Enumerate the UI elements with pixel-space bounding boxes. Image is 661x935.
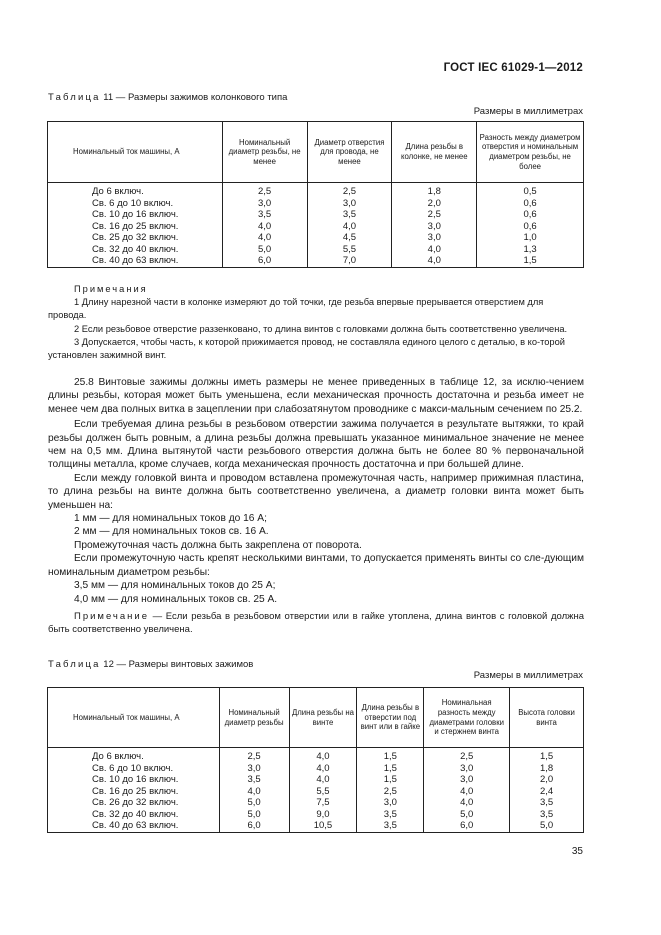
row-label-cell: Св. 26 до 32 включ. bbox=[48, 797, 220, 809]
table-row bbox=[48, 209, 584, 221]
value-cell: 4,0 bbox=[424, 797, 510, 809]
paragraph: Если требуемая длина резьбы в резьбовом отверстии зажима получается в результате вытяжки, то край резьбы должен быть ровным, а длина резьбы должна превышать указанное минимальное значение не менее чем на 0,5 мм. Длина вытянутой части резьбового отверстия должна быть не более 80 % первоначальной толщины металла, кроме случаев, когда механическая прочность достаточна и при большей длине. bbox=[48, 419, 584, 471]
table12-header-cell: Номинальный ток машины, А bbox=[48, 688, 220, 748]
notes-title: Примечания bbox=[74, 284, 148, 294]
row-label-cell: Св. 6 до 10 включ. bbox=[48, 198, 223, 210]
value-cell: 7,5 bbox=[289, 797, 357, 809]
value-cell: 3,0 bbox=[392, 221, 477, 233]
row-label-cell: До 6 включ. bbox=[48, 183, 223, 198]
value-cell: 2,5 bbox=[219, 748, 289, 763]
value-cell: 6,0 bbox=[222, 255, 307, 267]
row-label-cell: Св. 10 до 16 включ. bbox=[48, 774, 220, 786]
table-row bbox=[48, 797, 584, 809]
table-row bbox=[48, 820, 584, 832]
table12-caption-text: 12 — Размеры винтовых зажимов bbox=[103, 659, 254, 670]
table12-header-cell: Длина резьбы в отверстии под винт или в гайке bbox=[357, 688, 424, 748]
table12-header-cell: Длина резьбы на винте bbox=[289, 688, 357, 748]
paragraph: 3,5 мм — для номинальных токов до 25 А; bbox=[74, 580, 276, 592]
value-cell: 4,0 bbox=[392, 244, 477, 256]
value-cell: 1,8 bbox=[392, 183, 477, 198]
row-label-cell: Св. 32 до 40 включ. bbox=[48, 809, 220, 821]
value-cell: 4,0 bbox=[222, 232, 307, 244]
note-item: 3 Допускается, чтобы часть, к которой прижимается провод, не составляла единого целого с деталью, в ко-торой установлен зажимной винт. bbox=[48, 336, 565, 361]
table12 bbox=[47, 687, 584, 833]
value-cell: 3,5 bbox=[222, 209, 307, 221]
table12-header-cell: Номинальный диаметр резьбы bbox=[219, 688, 289, 748]
value-cell: 3,0 bbox=[357, 797, 424, 809]
value-cell: 5,5 bbox=[289, 786, 357, 798]
notes-block bbox=[48, 283, 584, 362]
value-cell: 2,5 bbox=[222, 183, 307, 198]
value-cell: 3,5 bbox=[307, 209, 392, 221]
value-cell: 2,4 bbox=[510, 786, 584, 798]
body-note-text: — Если резьба в резьбовом отверстии или в гайке утоплена, длина винтов с головкой должна быть соответственно увеличена. bbox=[48, 610, 584, 636]
table-row bbox=[48, 232, 584, 244]
value-cell: 1,5 bbox=[357, 748, 424, 763]
table11-header-cell: Номинальный диаметр резьбы, не менее bbox=[222, 122, 307, 183]
page-number: 35 bbox=[571, 846, 583, 857]
value-cell: 2,5 bbox=[424, 748, 510, 763]
value-cell: 5,0 bbox=[219, 797, 289, 809]
table11-caption bbox=[48, 92, 287, 103]
table12-header-row bbox=[48, 688, 584, 748]
row-label-cell: Св. 32 до 40 включ. bbox=[48, 244, 223, 256]
value-cell: 4,5 bbox=[307, 232, 392, 244]
value-cell: 3,5 bbox=[357, 820, 424, 832]
value-cell: 3,0 bbox=[307, 198, 392, 210]
value-cell: 1,5 bbox=[510, 748, 584, 763]
row-label-cell: До 6 включ. bbox=[48, 748, 220, 763]
value-cell: 3,0 bbox=[424, 763, 510, 775]
value-cell: 9,0 bbox=[289, 809, 357, 821]
body-note-word: Примечание bbox=[74, 610, 149, 622]
row-label-cell: Св. 16 до 25 включ. bbox=[48, 786, 220, 798]
table11-caption-text: 11 — Размеры зажимов колонкового типа bbox=[103, 92, 288, 103]
note-item: 2 Если резьбовое отверстие раззенковано, то длина винтов с головками должна быть соответственно увеличена. bbox=[74, 323, 568, 334]
paragraph: 2 мм — для номинальных токов св. 16 А. bbox=[74, 526, 269, 538]
value-cell: 7,0 bbox=[307, 255, 392, 267]
table-row bbox=[48, 786, 584, 798]
value-cell: 4,0 bbox=[392, 255, 477, 267]
note-item: 1 Длину нарезной части в колонке измеряют до той точки, где резьба впервые прерывается отверстием для провода. bbox=[48, 297, 544, 321]
table12-header-cell: Номинальная разность между диаметрами головки и стержнем винта bbox=[424, 688, 510, 748]
value-cell: 3,5 bbox=[510, 809, 584, 821]
table11-caption-word: Таблица bbox=[48, 92, 101, 103]
value-cell: 1,5 bbox=[357, 763, 424, 775]
table-row bbox=[48, 774, 584, 786]
table-row bbox=[48, 221, 584, 233]
row-label-cell: Св. 40 до 63 включ. bbox=[48, 820, 220, 832]
value-cell: 5,0 bbox=[424, 809, 510, 821]
value-cell: 2,5 bbox=[307, 183, 392, 198]
value-cell: 5,5 bbox=[307, 244, 392, 256]
value-cell: 2,5 bbox=[392, 209, 477, 221]
table12-caption bbox=[48, 659, 253, 670]
value-cell: 4,0 bbox=[307, 221, 392, 233]
paragraph: 1 мм — для номинальных токов до 16 А; bbox=[74, 513, 267, 525]
paragraph: 25.8 Винтовые зажимы должны иметь размеры не менее приведенных в таблице 12, за исклю-чением длины резьбы, которая может быть уменьшена, если механическая прочность достаточна и резьба имеет не менее чем два полных витка в зацеплении при слабозатянутом проводнике с макси-мальным сечением по 25.2. bbox=[48, 377, 584, 415]
value-cell: 4,0 bbox=[289, 774, 357, 786]
value-cell: 3,5 bbox=[357, 809, 424, 821]
value-cell: 6,0 bbox=[219, 820, 289, 832]
value-cell: 5,0 bbox=[219, 809, 289, 821]
value-cell: 3,0 bbox=[424, 774, 510, 786]
value-cell: 4,0 bbox=[219, 786, 289, 798]
value-cell: 4,0 bbox=[289, 763, 357, 775]
table-row bbox=[48, 255, 584, 267]
value-cell: 2,0 bbox=[510, 774, 584, 786]
table11-header-cell: Диаметр отверстия для провода, не менее bbox=[307, 122, 392, 183]
table11-header-cell: Номинальный ток машины, А bbox=[48, 122, 223, 183]
value-cell: 0,5 bbox=[477, 183, 584, 198]
value-cell: 5,0 bbox=[222, 244, 307, 256]
value-cell: 3,0 bbox=[219, 763, 289, 775]
body-note bbox=[48, 610, 584, 637]
table11 bbox=[47, 121, 584, 268]
table12-caption-word: Таблица bbox=[48, 659, 101, 670]
table12-header-cell: Высота головки винта bbox=[510, 688, 584, 748]
value-cell: 0,6 bbox=[477, 209, 584, 221]
value-cell: 1,0 bbox=[477, 232, 584, 244]
value-cell: 3,0 bbox=[222, 198, 307, 210]
row-label-cell: Св. 10 до 16 включ. bbox=[48, 209, 223, 221]
row-label-cell: Св. 25 до 32 включ. bbox=[48, 232, 223, 244]
value-cell: 4,0 bbox=[424, 786, 510, 798]
table-row bbox=[48, 809, 584, 821]
table11-header-cell: Разность между диаметром отверстия и номинальным диаметром резьбы, не более bbox=[477, 122, 584, 183]
value-cell: 1,3 bbox=[477, 244, 584, 256]
table-row bbox=[48, 183, 584, 198]
value-cell: 4,0 bbox=[289, 748, 357, 763]
value-cell: 1,8 bbox=[510, 763, 584, 775]
row-label-cell: Св. 16 до 25 включ. bbox=[48, 221, 223, 233]
table-row bbox=[48, 198, 584, 210]
table12-units: Размеры в миллиметрах bbox=[473, 670, 583, 681]
value-cell: 3,5 bbox=[219, 774, 289, 786]
value-cell: 2,0 bbox=[392, 198, 477, 210]
value-cell: 6,0 bbox=[424, 820, 510, 832]
paragraph: Промежуточная часть должна быть закреплена от поворота. bbox=[74, 539, 362, 551]
value-cell: 1,5 bbox=[477, 255, 584, 267]
paragraph: Если между головкой винта и проводом вставлена промежуточная часть, например прижимная пластина, то длина резьбы на винте должна быть соответственно увеличена, а диаметр головки винта может быть уменьшен на: bbox=[48, 472, 584, 511]
row-label-cell: Св. 6 до 10 включ. bbox=[48, 763, 220, 775]
table-row bbox=[48, 244, 584, 256]
value-cell: 10,5 bbox=[289, 820, 357, 832]
table11-units: Размеры в миллиметрах bbox=[473, 106, 583, 117]
value-cell: 0,6 bbox=[477, 221, 584, 233]
value-cell: 4,0 bbox=[222, 221, 307, 233]
document-header: ГОСТ IEC 61029-1—2012 bbox=[443, 62, 583, 74]
table-row bbox=[48, 763, 584, 775]
table-row bbox=[48, 748, 584, 763]
paragraph: 4,0 мм — для номинальных токов св. 25 А. bbox=[74, 593, 278, 605]
value-cell: 0,6 bbox=[477, 198, 584, 210]
body-text bbox=[48, 376, 584, 637]
value-cell: 3,5 bbox=[510, 797, 584, 809]
table11-header-row bbox=[48, 122, 584, 183]
value-cell: 2,5 bbox=[357, 786, 424, 798]
value-cell: 5,0 bbox=[510, 820, 584, 832]
value-cell: 1,5 bbox=[357, 774, 424, 786]
row-label-cell: Св. 40 до 63 включ. bbox=[48, 255, 223, 267]
value-cell: 3,0 bbox=[392, 232, 477, 244]
paragraph: Если промежуточную часть крепят несколькими винтами, то допускается применять винты со сле-дующим номинальным диаметром резьбы: bbox=[48, 553, 584, 578]
table11-header-cell: Длина резьбы в колонке, не менее bbox=[392, 122, 477, 183]
